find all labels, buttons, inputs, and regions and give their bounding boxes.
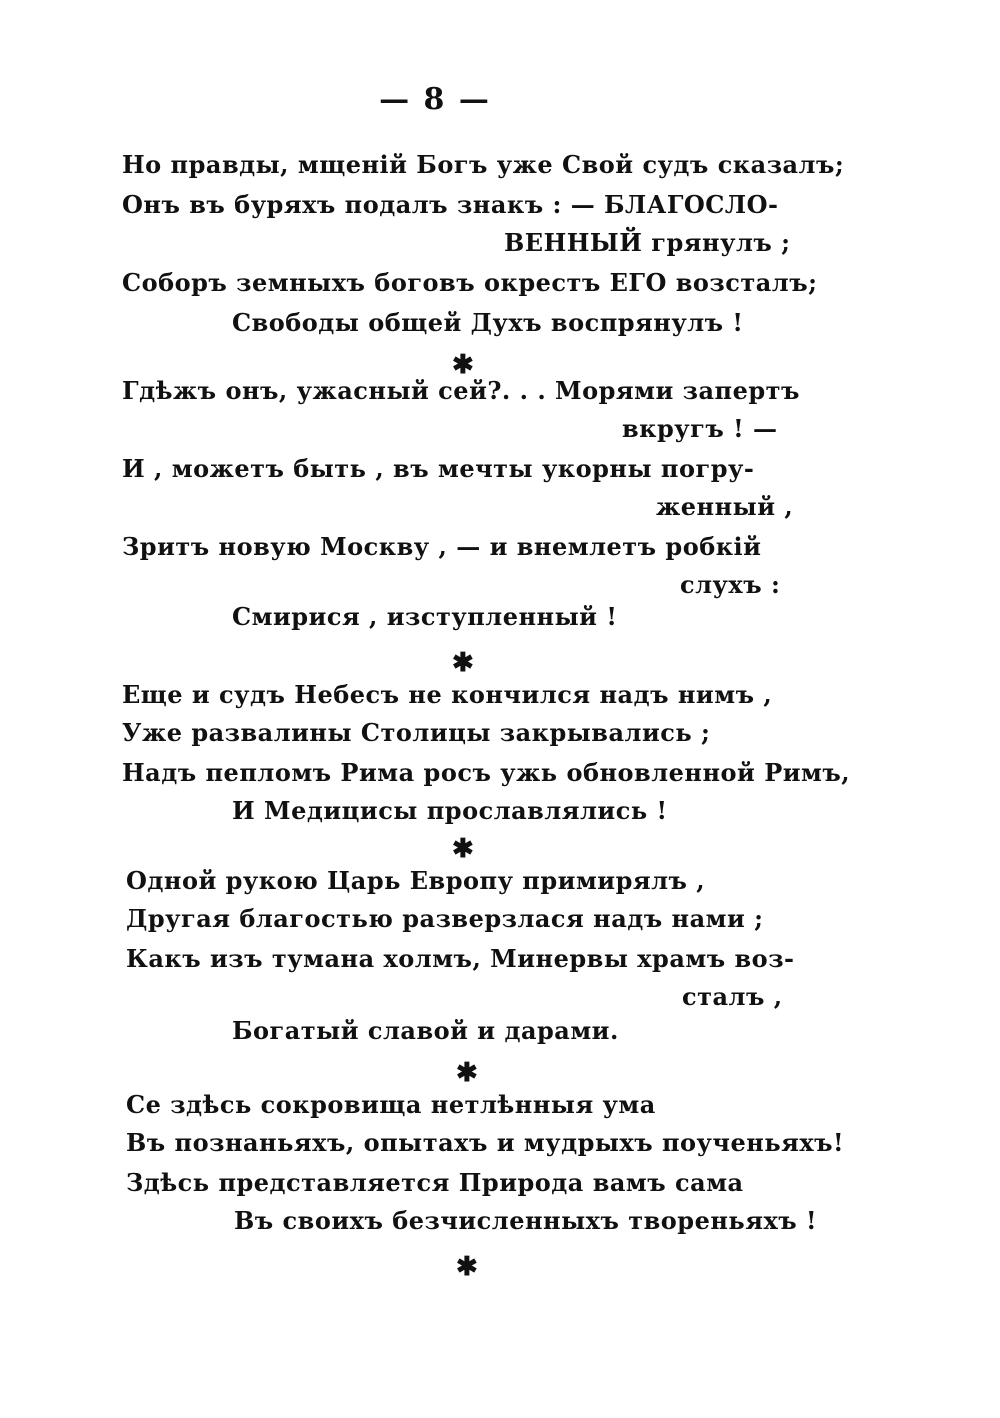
stanza-separator: ✱ xyxy=(452,834,474,864)
verse-line: Зритъ новую Москву , — и внемлетъ робкій xyxy=(122,532,762,561)
verse-line: Се здѣсь сокровища нетлѣнныя ума xyxy=(126,1090,656,1119)
verse-line-continuation: ВЕННЫЙ грянулъ ; xyxy=(504,228,791,257)
verse-line: И , можетъ быть , въ мечты укорны погру- xyxy=(122,454,755,483)
verse-line: Здѣсь представляется Природа вамъ сама xyxy=(126,1168,744,1197)
verse-line-continuation: женный , xyxy=(656,492,794,521)
stanza-separator: ✱ xyxy=(456,1058,478,1088)
verse-line: Но правды, мщеній Богъ уже Свой судъ сказалъ; xyxy=(122,150,845,179)
stanza-separator: ✱ xyxy=(456,1252,478,1282)
verse-line-indented: Свободы общей Духъ воспрянулъ ! xyxy=(232,308,744,337)
verse-line-indented: Смирися , изступленный ! xyxy=(232,602,618,631)
verse-line: Одной рукою Царь Европу примирялъ , xyxy=(126,866,706,895)
verse-line: Гдѣжъ онъ, ужасный сей?. . . Морями запертъ xyxy=(122,376,800,405)
stanza-separator: ✱ xyxy=(452,648,474,678)
verse-line-indented: Въ своихъ безчисленныхъ твореньяхъ ! xyxy=(234,1206,818,1235)
verse-line: Другая благостью разверзлася надъ нами ; xyxy=(126,904,764,933)
page-number: — 8 — xyxy=(379,82,491,117)
verse-line-continuation: слухъ : xyxy=(680,570,781,599)
stanza-separator: ✱ xyxy=(452,350,474,380)
verse-line: Еще и судъ Небесъ не кончился надъ нимъ , xyxy=(122,680,773,709)
verse-line: Уже развалины Столицы закрывались ; xyxy=(122,718,711,747)
verse-line-indented: И Медицисы прославлялись ! xyxy=(232,796,668,825)
verse-line-indented: Богатый славой и дарами. xyxy=(232,1016,619,1045)
verse-line: Въ познаньяхъ, опытахъ и мудрыхъ поученьяхъ! xyxy=(126,1128,845,1157)
verse-line: Какъ изъ тумана холмъ, Минервы храмъ воз- xyxy=(126,944,795,973)
verse-line: Онъ въ буряхъ подалъ знакъ : — БЛАГОСЛО- xyxy=(122,190,779,219)
verse-line: Соборъ земныхъ боговъ окрестъ ЕГО возсталъ; xyxy=(122,268,818,297)
verse-line-continuation: сталъ , xyxy=(682,982,783,1011)
verse-line: Надъ пепломъ Рима росъ ужь обновленной Римъ, xyxy=(122,758,851,787)
verse-line-continuation: вкругъ ! — xyxy=(622,414,778,443)
